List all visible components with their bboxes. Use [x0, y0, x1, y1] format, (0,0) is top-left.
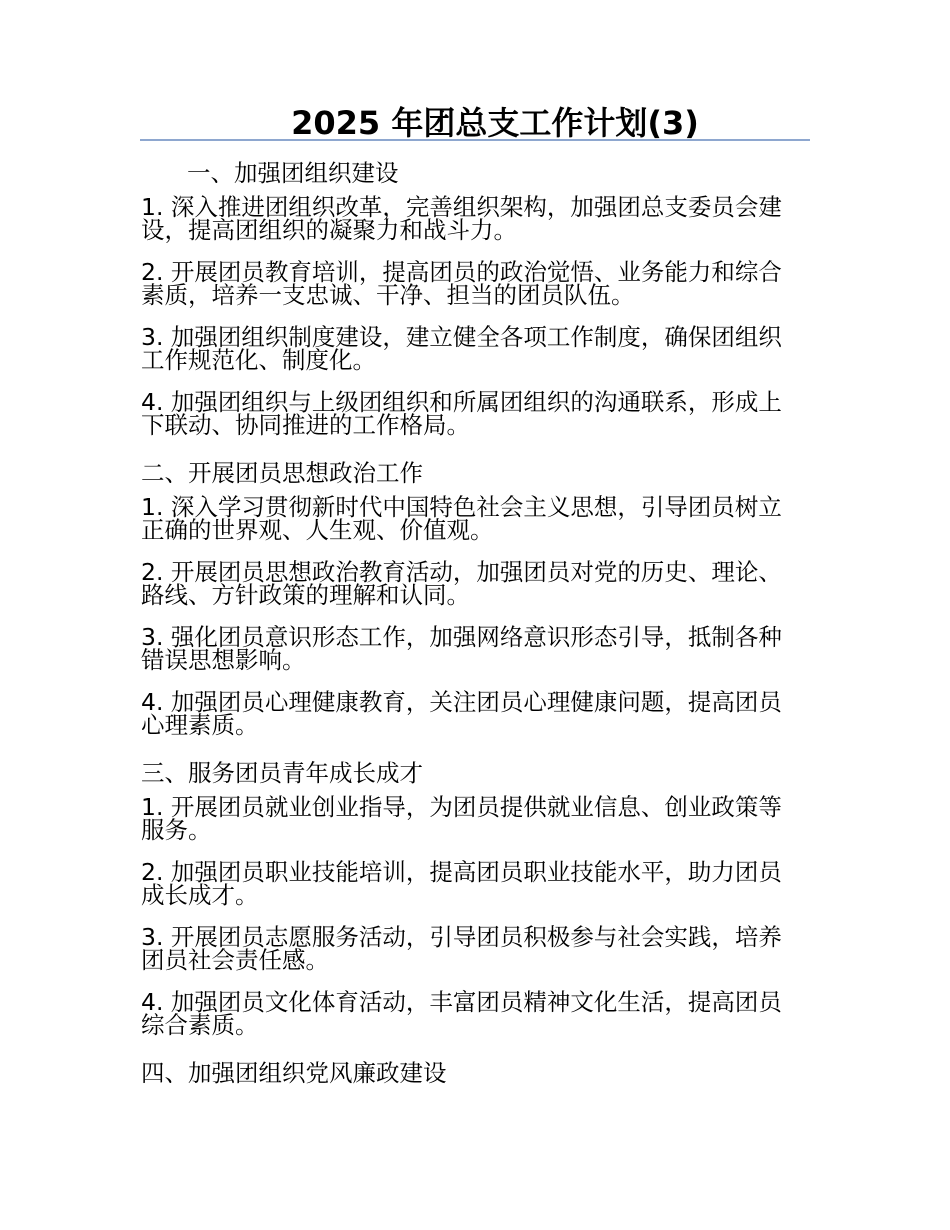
section-item: 3. 强化团员意识形态工作，加强网络意识形态引导，抵制各种错误思想影响。 — [141, 623, 782, 674]
section-heading: 三、服务团员青年成长成才 — [141, 759, 423, 787]
section-item: 4. 加强团组织与上级团组织和所属团组织的沟通联系，形成上下联动、协同推进的工作格局。 — [141, 388, 782, 439]
section-item: 1. 开展团员就业创业指导，为团员提供就业信息、创业政策等服务。 — [141, 793, 782, 844]
section-heading: 一、加强团组织建设 — [187, 159, 399, 187]
section-heading: 四、加强团组织党风廉政建设 — [141, 1059, 447, 1087]
section-heading: 二、开展团员思想政治工作 — [141, 459, 423, 487]
section-item: 1. 深入学习贯彻新时代中国特色社会主义思想，引导团员树立正确的世界观、人生观、价值观。 — [141, 493, 782, 544]
section-item: 4. 加强团员心理健康教育，关注团员心理健康问题，提高团员心理素质。 — [141, 688, 782, 739]
section-item: 1. 深入推进团组织改革，完善组织架构，加强团总支委员会建设，提高团组织的凝聚力和战斗力。 — [141, 193, 782, 244]
section-item: 2. 开展团员思想政治教育活动，加强团员对党的历史、理论、路线、方针政策的理解和认同。 — [141, 558, 782, 609]
section-item: 2. 开展团员教育培训，提高团员的政治觉悟、业务能力和综合素质，培养一支忠诚、干净、担当的团员队伍。 — [141, 258, 782, 309]
section-3 — [141, 756, 795, 1037]
title-underline — [140, 139, 810, 141]
section-4 — [141, 1056, 795, 1090]
document-body — [141, 156, 795, 1096]
section-item: 3. 开展团员志愿服务活动，引导团员积极参与社会实践，培养团员社会责任感。 — [141, 923, 782, 974]
section-item: 4. 加强团员文化体育活动，丰富团员精神文化生活，提高团员综合素质。 — [141, 988, 782, 1039]
document-title: 2025 年团总支工作计划(3) — [291, 104, 699, 142]
section-item: 3. 加强团组织制度建设，建立健全各项工作制度，确保团组织工作规范化、制度化。 — [141, 323, 782, 374]
section-1 — [141, 156, 795, 437]
section-2 — [141, 456, 795, 737]
section-item: 2. 加强团员职业技能培训，提高团员职业技能水平，助力团员成长成才。 — [141, 858, 782, 909]
